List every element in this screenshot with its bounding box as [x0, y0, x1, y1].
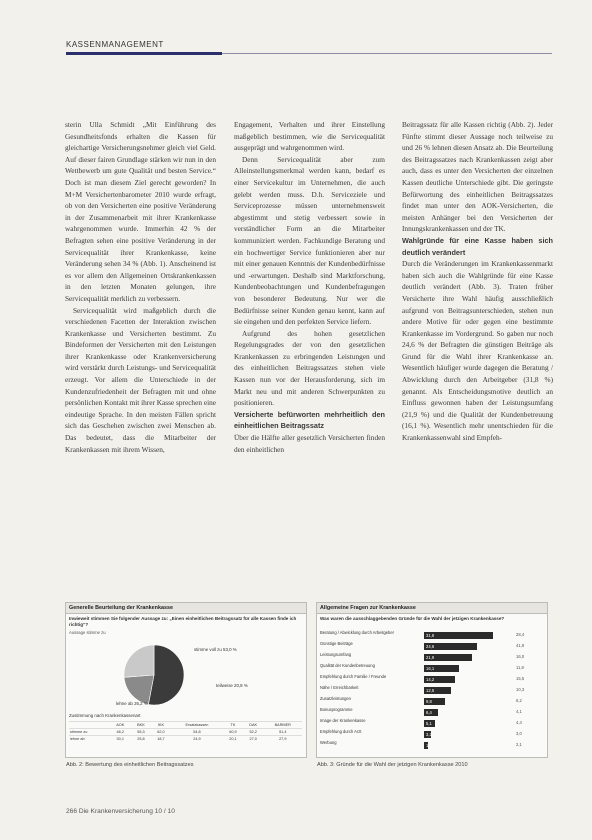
table-cell: 46,2 — [110, 729, 131, 736]
table-row — [69, 736, 302, 743]
table-cell: 60,9 — [223, 729, 243, 736]
bar-value-label: 31,8 — [426, 633, 435, 638]
bar-value-label: 9,8 — [426, 699, 432, 704]
bar-value-label: 5,1 — [426, 721, 432, 726]
bar-label: Leistungsumfang — [320, 652, 352, 657]
text-column-2 — [234, 119, 385, 455]
bar-value-label: 12,5 — [426, 688, 435, 693]
figure-caption: Abb. 2: Bewertung des einheitlichen Beitragssatzes — [66, 762, 194, 768]
bar-value-label: 3,2 — [426, 732, 432, 737]
bar-label: Zusatzleistungen — [320, 696, 351, 701]
data-table — [69, 721, 302, 742]
table-cell: 27,0 — [243, 736, 264, 743]
header-rule — [222, 53, 552, 54]
bar — [424, 687, 451, 694]
figure-wahlgruende — [316, 602, 548, 758]
pie-label: lehne ab 26,2 % — [116, 701, 148, 706]
bar-value-label: 1,9 — [426, 743, 432, 748]
table-title: Zustimmung nach Krankenkassenart — [69, 713, 141, 718]
bar — [424, 632, 493, 639]
bar-prev-value: 6,2 — [516, 698, 522, 703]
bar — [424, 665, 459, 672]
bar-row — [320, 730, 544, 739]
figure-question: Was waren die ausschlaggebenden Gründe für die Wahl der jetzigen Krankenkasse? — [320, 616, 505, 621]
subheading: Wahlgründe für eine Kasse haben sich deutlich verändert — [402, 235, 553, 257]
bar — [424, 731, 431, 738]
pie-label: teilweise 20,8 % — [216, 683, 248, 688]
bar-prev-value: 3,0 — [516, 731, 522, 736]
bar-value-label: 21,9 — [426, 655, 435, 660]
table-cell: lehne ab — [69, 736, 110, 743]
pie-label: stimme voll zu 53,0 % — [194, 647, 237, 652]
bar-row — [320, 697, 544, 706]
bar-row — [320, 741, 544, 750]
table-header-cell: IKK — [151, 722, 171, 729]
figure-question: Inwieweit stimmen Sie folgender Aussage zu: „Einen einheitlichen Beitragssatz für alle Kassen finde ich richtig“? — [69, 616, 297, 627]
bar-row — [320, 631, 544, 640]
bar-label: Empfehlung durch Familie / Freunde — [320, 674, 387, 679]
page-footer: 266 Die Krankenversicherung 10 / 10 — [66, 808, 175, 815]
table-cell: 20,1 — [223, 736, 243, 743]
bar-track — [424, 698, 500, 705]
section-header: KASSENMANAGEMENT — [66, 40, 164, 49]
bar-label: Qualität der Kundenbetreuung — [320, 663, 375, 668]
table-header-cell: AOK — [110, 722, 131, 729]
figure-title: Generelle Beurteilung der Krankenkasse — [66, 603, 306, 614]
bar-track — [424, 731, 500, 738]
table-header-cell: BARMER — [264, 722, 302, 729]
bar — [424, 698, 445, 705]
paragraph: Engagement, Verhalten und ihrer Einstellung maßgeblich bestimmen, wie die Servicequalität ausgeprägt und wahrgenommen wird. — [234, 120, 385, 153]
header-accent-bar — [66, 52, 222, 55]
table-cell: 51,4 — [264, 729, 302, 736]
bar — [424, 720, 435, 727]
bar-label: Nähe / Erreichbarkeit — [320, 685, 359, 690]
bar-label: Image der Krankenkasse — [320, 718, 366, 723]
table-cell: 55,3 — [131, 729, 151, 736]
bar — [424, 676, 455, 683]
table-cell: 54,8 — [171, 729, 223, 736]
bar-row — [320, 653, 544, 662]
bar-track — [424, 665, 500, 672]
bar-track — [424, 687, 500, 694]
bar-prev-value: 16,0 — [516, 654, 525, 659]
paragraph: Aufgrund des hohen gesetzlichen Regelungsgrades der von den gesetzlichen Krankenkassen zu erbringenden Leistungen und des einheitlichen Beitragssatzes stehen viele Kassen nun vor der Herausforderung, sich im Markt neu und mit anderen Schwerpunkten zu positionieren. — [234, 328, 385, 408]
table-header-cell — [69, 722, 110, 729]
bar-row — [320, 675, 544, 684]
table-header-cell: Ersatzkassen — [171, 722, 223, 729]
table-cell: 25,8 — [131, 736, 151, 743]
bar-row — [320, 642, 544, 651]
bar-prev-value: 2,1 — [516, 742, 522, 747]
bar — [424, 709, 438, 716]
bar-prev-value: 15,5 — [516, 676, 525, 681]
bar-label: Empfehlung durch Arzt — [320, 729, 362, 734]
bar-track — [424, 632, 500, 639]
table-header-cell: DAK — [243, 722, 264, 729]
figure-title: Allgemeine Fragen zur Krankenkasse — [317, 603, 547, 614]
paragraph: Denn Servicequalität aber zum Alleinstellungsmerkmal werden kann, bedarf es einer Servicekultur im Unternehmen, die auch gelebt werden muss. D.h. Serviceziele und Serviceprozesse müssen unternehmensweit abgestimmt und stetig verbessert sowie in verständlicher Form an die Mitarbeiter kommuniziert werden. Fachkundige Beratung und ein hochwertiger Service funktionieren aber nur mit einer genauen Kenntnis der Kundenbedürfnisse und -erwartungen. Deshalb sind Marktforschung, Kundenbeobachtungen und Kundenbefragungen von besonderer Bedeutung. Nur wer die Bedürfnisse seiner Kunden genau kennt, kann auf sie eingehen und den perfekten Service liefern. — [234, 154, 385, 327]
bar-prev-value: 41,9 — [516, 643, 525, 648]
bar-row — [320, 708, 544, 717]
table-header-cell: TK — [223, 722, 243, 729]
bar-track — [424, 643, 500, 650]
table-header-cell: BKK — [131, 722, 151, 729]
bar — [424, 643, 477, 650]
table-cell: stimme zu — [69, 729, 110, 736]
table-row — [69, 729, 302, 736]
paragraph: Durch die Veränderungen im Krankenkassenmarkt haben sich auch die Wahlgründe für eine Kasse deutlich verändert (Abb. 3). Traten früher Versicherte ihre Wahl häufig ausschließlich aufgrund von Beitragsunterschieden, stehen nun andere Motive für oder gegen eine bestimmte Krankenkasse im Vordergrund. So gaben nur noch 24,6 % der Befragten die günstigen Beiträge als Grund für die Wahl ihrer Krankenkasse an. Wesentlich häufiger wurde dagegen die Beratung / Abwicklung durch den Arbeitgeber (31,8 %) genannt. Als Entscheidungsmotive deutlich an Einfluss gewonnen haben der Leistungsumfang (21,9 %) und die Qualität der Kundenbetreuung (16,1 %). Wesentlich mehr unentschieden für die Krankenkassenwahl sind Empfeh- — [402, 259, 553, 443]
table-cell: 30,1 — [110, 736, 131, 743]
bar-value-label: 16,1 — [426, 666, 435, 671]
bar-prev-value: 28,4 — [516, 632, 525, 637]
bar-track — [424, 720, 500, 727]
bar-label: Günstige Beiträge — [320, 641, 353, 646]
bar-prev-value: 4,1 — [516, 709, 522, 714]
bar-label: Werbung — [320, 740, 337, 745]
pie-slice — [124, 645, 154, 677]
bar-value-label: 14,2 — [426, 677, 435, 682]
bar-track — [424, 709, 500, 716]
text-column-3 — [402, 119, 553, 444]
bar — [424, 654, 472, 661]
bar-track — [424, 676, 500, 683]
bar-track — [424, 654, 500, 661]
figure-caption: Abb. 3: Gründe für die Wahl der jetzigen Krankenkasse 2010 — [317, 762, 468, 768]
table-cell: 27,9 — [264, 736, 302, 743]
bar-row — [320, 719, 544, 728]
figure-beitragssatz — [65, 602, 307, 758]
bar-value-label: 24,6 — [426, 644, 435, 649]
figure-note: Aussage stimme zu — [69, 630, 106, 635]
table-cell: 18,7 — [151, 736, 171, 743]
bar-row — [320, 686, 544, 695]
paragraph: Über die Hälfte aller gesetzlich Versicherten finden den einheitlichen — [234, 433, 385, 454]
bar-prev-value: 10,3 — [516, 687, 525, 692]
table-cell: 24,9 — [171, 736, 223, 743]
bar — [424, 742, 432, 749]
subheading: Versicherte befürworten mehrheitlich den einheitlichen Beitragssatz — [234, 409, 385, 431]
table-cell: 62,0 — [151, 729, 171, 736]
paragraph: sterin Ulla Schmidt „Mit Einführung des Gesundheitsfonds erhalten die Kassen für gleichartige Versicherungsnehmer gleich viel Geld. Auf dieser fairen Grundlage stärken wir nun in den Wettbewerb um gute Qualität und besten Service.“ Doch ist man diesem Ziel gerecht geworden? In M+M Versichertenbarometer 2010 wurde erfragt, ob von den Versicherten eine positive Veränderung in der Zusammenarbeit mit ihrer Krankenkasse wahrgenommen wurde. Immerhin 42 % der Befragten sehen eine positive Veränderung in der Servicequalität ihrer Krankenkasse, keine Veränderung sehen 34 % (Abb. 1). Anscheinend ist es vor allem den Allgemeinen Ortskrankenkassen in den letzten Monaten gelungen, ihre Servicequalität merklich zu verbessern. — [65, 120, 216, 303]
paragraph: Beitragssatz für alle Kassen richtig (Abb. 2). Jeder Fünfte stimmt dieser Aussage noch teilweise zu und 26 % lehnen diesen Ansatz ab. Die Beurteilung des Beitragssatzes nach Krankenkassen zeigt aber auch, dass es unter den Versicherten der einzelnen Kassen deutliche Unterschiede gibt. Die geringste Befürwortung des einheitlichen Beitragssatzes findet man unter den AOK-Versicherten, die meisten Anhänger bei den Versicherten der Innungskrankenkassen und der TK. — [402, 120, 553, 234]
bar-track — [424, 742, 500, 749]
text-column-1 — [65, 119, 216, 455]
bar-prev-value: 4,4 — [516, 720, 522, 725]
bar-prev-value: 11,8 — [516, 665, 524, 670]
bar-value-label: 6,4 — [426, 710, 432, 715]
bar-row — [320, 664, 544, 673]
paragraph: Servicequalität wird maßgeblich durch die verschiedenen Facetten der Interaktion zwischen Krankenkasse und Versicherten bestimmt. Zu Bindeformen der Versicherten mit den Leistungen ihrer Krankenkasse oder Krankenversicherung wird verstärkt durch Leistungs- und Servicequalität erzeugt. Vor allem die Unterschiede in der Kundenzufriedenheit der Befragten mit und ohne persönlichen Kontakt mit ihrer Kasse sprechen eine eindeutige Sprache. In den meisten Fällen spricht sich das Geschehen zwischen zwei Menschen ab. Das bedeutet, dass die Mitarbeiter der Krankenkassen mit ihrem Wissen, — [65, 305, 216, 454]
bar-label: Beratung / Abwicklung durch Arbeitgeber — [320, 630, 394, 635]
bar-label: Bonusprogramme — [320, 707, 353, 712]
table-cell: 52,2 — [243, 729, 264, 736]
